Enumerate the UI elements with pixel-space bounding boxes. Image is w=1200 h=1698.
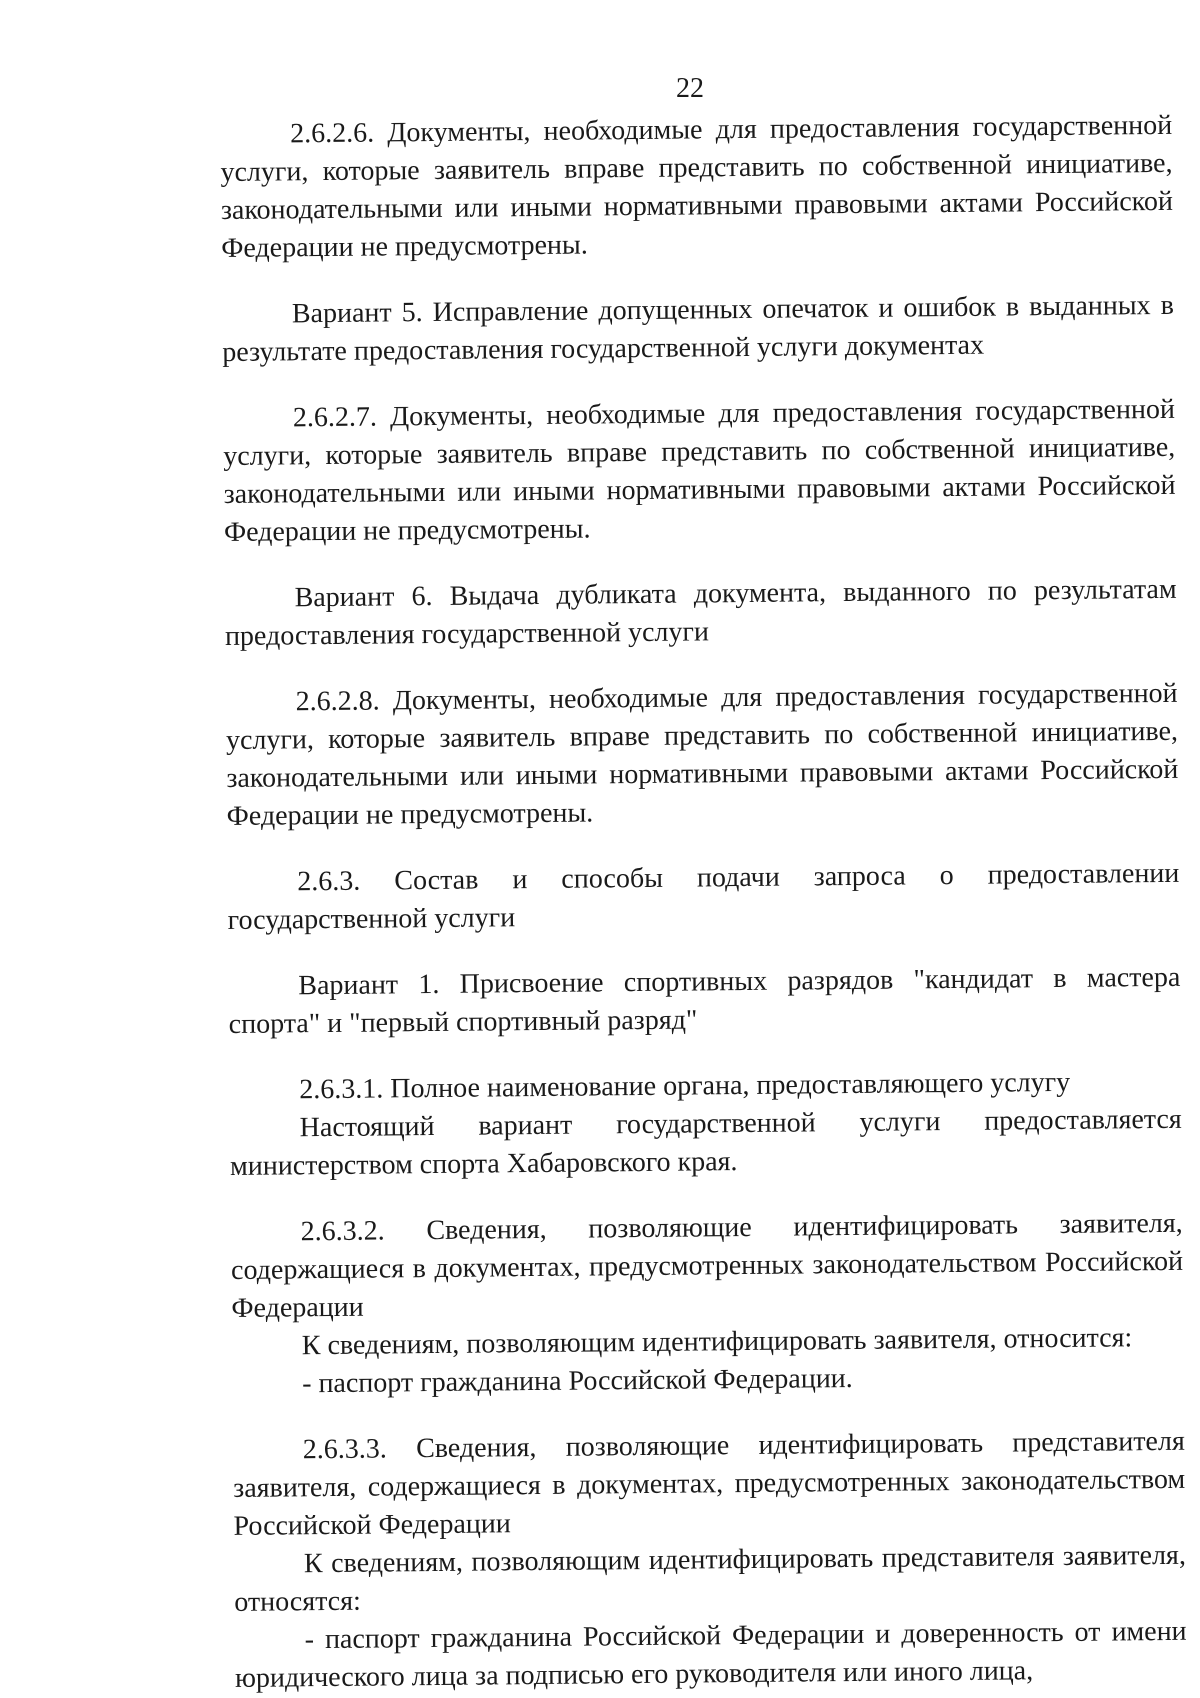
heading-2-6-3-2: 2.6.3.2. Сведения, позволяющие идентифицировать заявителя, содержащиеся в документах, предусмотренных законодательством Российской Федерации [230, 1207, 1184, 1324]
heading-variant-5: Вариант 5. Исправление допущенных опечаток и ошибок в выданных в результате предоставления государственной услуги документах [222, 289, 1175, 368]
paragraph-2-6-2-8: 2.6.2.8. Документы, необходимые для предоставления государственной услуги, которые заявитель вправе представить по собственной инициативе, законодательными или иными нормативными правовыми актами Российской Федерации не предусмотрены. [225, 677, 1179, 832]
heading-2-6-3: 2.6.3. Состав и способы подачи запроса о предоставлении государственной услуги [227, 857, 1180, 936]
list-item-passport: - паспорт гражданина Российской Федерации. [302, 1362, 853, 1400]
heading-2-6-3-1: 2.6.3.1. Полное наименование органа, предоставляющего услугу [299, 1066, 1071, 1106]
paragraph-representative-info: К сведениям, позволяющим идентифицировать представителя заявителя, относятся: [234, 1539, 1187, 1618]
list-item-passport-power-of-attorney: - паспорт гражданина Российской Федерации и доверенность от имени юридического лица за подписью его руководителя или иного лица, [234, 1615, 1187, 1694]
paragraph-authority: Настоящий вариант государственной услуги предоставляется министерством спорта Хабаровского края. [229, 1103, 1182, 1182]
heading-variant-1: Вариант 1. Присвоение спортивных разрядов "кандидат в мастера спорта" и "первый спортивный разряд" [228, 961, 1181, 1040]
paragraph-2-6-2-7: 2.6.2.7. Документы, необходимые для предоставления государственной услуги, которые заявитель вправе представить по собственной инициативе, законодательными или иными нормативными правовыми актами Российской Федерации не предусмотрены. [223, 393, 1176, 548]
document-body [220, 107, 1187, 1698]
heading-2-6-3-3: 2.6.3.3. Сведения, позволяющие идентифицировать представителя заявителя, содержащиеся в документах, предусмотренных законодательством Российской Федерации [233, 1425, 1186, 1542]
heading-variant-6: Вариант 6. Выдача дубликата документа, выданного по результатам предоставления государственной услуги [224, 573, 1177, 652]
paragraph-applicant-info: К сведениям, позволяющим идентифицировать заявителя, относится: [301, 1322, 1133, 1362]
paragraph-2-6-2-6: 2.6.2.6. Документы, необходимые для предоставления государственной услуги, которые заявитель вправе представить по собственной инициативе, законодательными или иными нормативными правовыми актами Российской Федерации не предусмотрены. [220, 109, 1174, 264]
page-number: 22 [676, 73, 704, 104]
